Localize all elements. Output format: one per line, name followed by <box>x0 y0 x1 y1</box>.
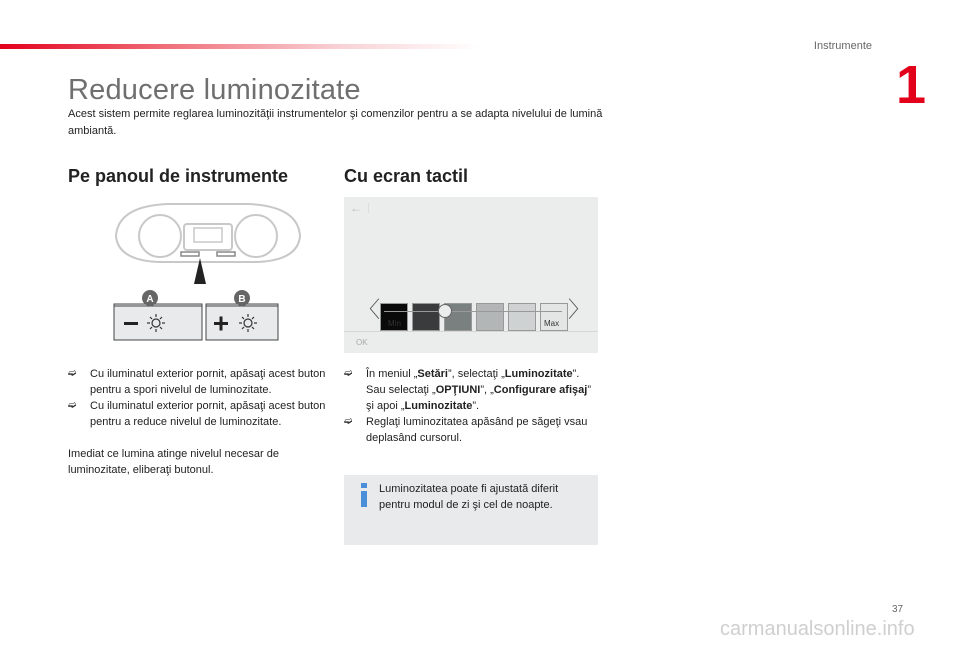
section-title: Instrumente <box>813 40 872 52</box>
touchscreen-steps-list <box>344 366 598 446</box>
touchscreen-brightness-screen <box>344 197 598 353</box>
chapter-number: 1 <box>896 55 927 115</box>
label-a: A <box>146 294 154 305</box>
watermark-text: carmanualsonline.info <box>720 618 915 640</box>
page-number: 37 <box>892 604 904 615</box>
swatch[interactable] <box>412 303 440 331</box>
chevron-right-icon[interactable]: 〉 <box>568 297 591 322</box>
slider-max-label: Max <box>544 319 560 328</box>
list-item: ➫ În meniul „Setări”, selectaţi „Luminozitate”. Sau selectaţi „OPŢIUNI”, „Configurare afişaj” şi apoi „Luminozitate”. <box>344 368 591 412</box>
page-title: Reducere luminozitate <box>68 74 361 106</box>
back-icon[interactable]: ← <box>350 201 362 215</box>
list-item: ➫ Cu iluminatul exterior pornit, apăsaţi acest buton pentru a spori nivelul de luminozitate. <box>68 368 326 396</box>
chevron-left-icon[interactable]: 〈 <box>358 297 381 322</box>
label-b: B <box>238 294 246 305</box>
info-box <box>344 475 598 545</box>
release-note: Imediat ce lumina atinge nivelul necesar de luminozitate, eliberaţi butonul. <box>68 448 279 476</box>
heading-touchscreen: Cu ecran tactil <box>344 166 469 186</box>
brightness-slider-handle[interactable] <box>438 304 452 318</box>
arrow-icon: ➫ <box>344 368 353 379</box>
brightness-slider-track[interactable] <box>384 311 562 312</box>
brightness-swatches <box>380 247 576 287</box>
list-item: ➫ Reglaţi luminozitatea apăsând pe săgeţi vsau deplasând cursorul. <box>344 416 588 444</box>
swatch[interactable] <box>508 303 536 331</box>
arrow-icon: ➫ <box>68 368 77 379</box>
arrow-icon: ➫ <box>68 400 77 411</box>
instrument-steps-list <box>68 366 330 430</box>
swatch[interactable] <box>476 303 504 331</box>
intro-paragraph: Acest sistem permite reglarea luminozităţii instrumentelor şi comenzilor pentru a se adapta nivelului de lumină ambiantă. <box>68 108 603 137</box>
ok-button[interactable]: OK <box>356 338 368 347</box>
arrow-icon: ➫ <box>344 416 353 427</box>
list-item: ➫ Cu iluminatul exterior pornit, apăsaţi acest buton pentru a reduce nivelul de luminozitate. <box>68 400 326 428</box>
header-accent-bar <box>0 44 480 49</box>
instrument-panel-illustration <box>108 198 308 348</box>
info-text: Luminozitatea poate fi ajustată diferit pentru modul de zi şi cel de noapte. <box>379 483 559 511</box>
heading-instrument-panel: Pe panoul de instrumente <box>68 166 289 186</box>
slider-min-label: Min <box>388 319 401 328</box>
info-icon <box>354 481 374 509</box>
